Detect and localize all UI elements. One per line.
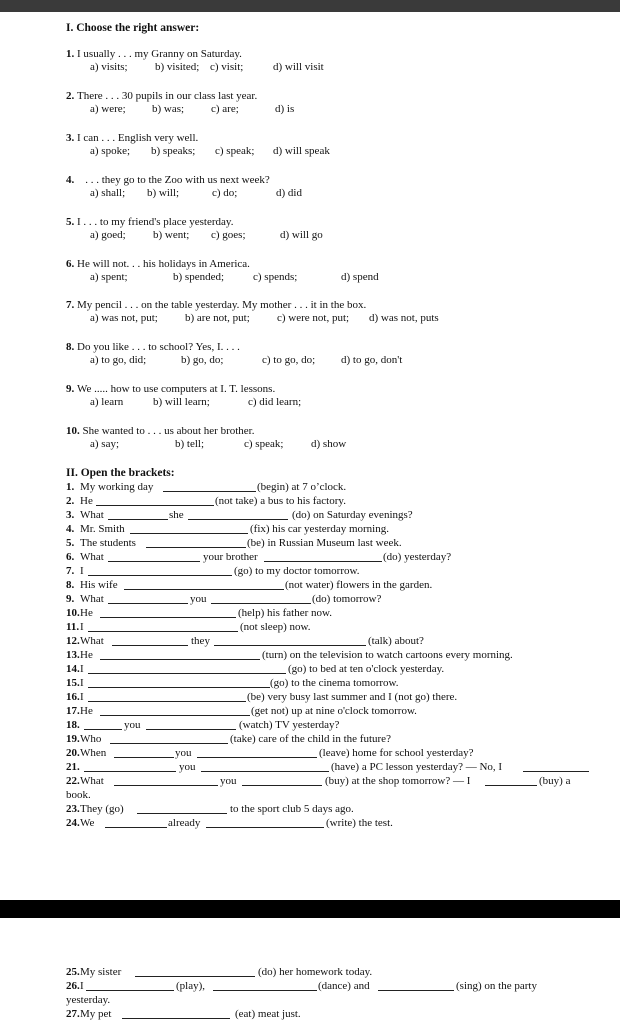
question-7 — [66, 299, 366, 312]
answer-blank[interactable] — [105, 827, 167, 828]
answer-option[interactable]: c) goes; — [211, 229, 246, 241]
answer-blank[interactable] — [108, 519, 168, 520]
question-text: I . . . to my friend's place yesterday. — [77, 216, 234, 228]
answer-option[interactable]: a) was not, put; — [90, 312, 158, 324]
question-number: 7. — [66, 299, 75, 311]
exercise-number: 20. — [66, 747, 80, 759]
question-1 — [66, 48, 242, 61]
exercise-text: (get not) up at nine o'clock tomorrow. — [251, 705, 417, 717]
exercise-number: 27. — [66, 1008, 80, 1020]
exercise-number: 7. — [66, 565, 75, 577]
exercise-text: He — [80, 607, 93, 619]
answer-blank[interactable] — [88, 701, 246, 702]
exercise-number: 23. — [66, 803, 80, 815]
exercise-text: (talk) about? — [368, 635, 424, 647]
exercise-text: (buy) at the shop tomorrow? — I — [325, 775, 471, 787]
answer-blank[interactable] — [84, 729, 122, 730]
exercise-text: already — [168, 817, 201, 829]
exercise-text: (do) yesterday? — [383, 551, 452, 563]
question-number: 5. — [66, 216, 75, 228]
exercise-number: 19. — [66, 733, 80, 745]
answer-blank[interactable] — [112, 645, 188, 646]
answer-blank[interactable] — [163, 491, 256, 492]
exercise-number: 17. — [66, 705, 80, 717]
answer-blank[interactable] — [110, 743, 228, 744]
answer-option[interactable]: c) speak; — [244, 438, 284, 450]
answer-option[interactable]: d) was not, puts — [369, 312, 439, 324]
question-text: I can . . . English very well. — [77, 132, 199, 144]
answer-blank[interactable] — [108, 603, 188, 604]
question-text: He will not. . . his holidays in America. — [77, 258, 250, 270]
answer-blank[interactable] — [124, 589, 284, 590]
exercise-text: you — [220, 775, 237, 787]
answer-option[interactable]: a) goed; — [90, 229, 126, 241]
question-text: There . . . 30 pupils in our class last year. — [77, 90, 258, 102]
answer-option[interactable]: c) are; — [211, 103, 239, 115]
answer-blank[interactable] — [211, 603, 311, 604]
exercise-text: she — [169, 509, 184, 521]
exercise-text: you — [175, 747, 192, 759]
exercise-number: 13. — [66, 649, 80, 661]
answer-blank[interactable] — [100, 659, 260, 660]
question-number: 2. — [66, 90, 75, 102]
answer-blank[interactable] — [146, 547, 246, 548]
exercise-number: 25. — [66, 966, 80, 978]
answer-option[interactable]: b) went; — [153, 229, 190, 241]
exercise-text: His wife — [80, 579, 118, 591]
answer-option[interactable]: d) will speak — [273, 145, 330, 157]
exercise-text: I — [80, 691, 84, 703]
question-2 — [66, 90, 257, 103]
answer-option[interactable]: a) shall; — [90, 187, 126, 199]
exercise-number: 24. — [66, 817, 80, 829]
answer-option[interactable]: d) will go — [280, 229, 323, 241]
answer-blank[interactable] — [197, 757, 317, 758]
question-number: 1. — [66, 48, 75, 60]
exercise-text: My working day — [80, 481, 154, 493]
exercise-text: My sister — [80, 966, 122, 978]
answer-option[interactable]: a) spent; — [90, 271, 128, 283]
exercise-text: What — [80, 551, 104, 563]
exercise-number: 16. — [66, 691, 80, 703]
exercise-number: 9. — [66, 593, 75, 605]
answer-blank[interactable] — [86, 990, 174, 991]
question-text: My pencil . . . on the table yesterday. My mother . . . it in the box. — [77, 299, 367, 311]
question-10 — [66, 425, 255, 438]
exercise-text: (do) on Saturday evenings? — [292, 509, 413, 521]
answer-option[interactable]: a) say; — [90, 438, 120, 450]
exercise-text: I — [80, 980, 84, 992]
answer-option[interactable]: c) visit; — [210, 61, 244, 73]
answer-option[interactable]: d) is — [275, 103, 295, 115]
answer-blank[interactable] — [84, 771, 176, 772]
exercise-text: I — [80, 663, 84, 675]
answer-blank[interactable] — [201, 771, 329, 772]
question-text: I usually . . . my Granny on Saturday. — [77, 48, 242, 60]
question-5 — [66, 216, 233, 229]
exercise-text: (take) care of the child in the future? — [230, 733, 391, 745]
answer-blank[interactable] — [137, 813, 227, 814]
exercise-text: We — [80, 817, 95, 829]
question-8 — [66, 341, 240, 354]
exercise-number: 11. — [66, 621, 80, 633]
exercise-text: What — [80, 775, 104, 787]
exercise-text: (play), — [176, 980, 206, 992]
exercise-text: My pet — [80, 1008, 112, 1020]
exercise-number: 5. — [66, 537, 75, 549]
exercise-text: (not water) flowers in the garden. — [285, 579, 433, 591]
answer-option[interactable]: a) spoke; — [90, 145, 131, 157]
exercise-number: 26. — [66, 980, 80, 992]
exercise-text: (go) to the cinema tomorrow. — [270, 677, 399, 689]
answer-option[interactable]: d) will visit — [273, 61, 324, 73]
answer-blank[interactable] — [122, 1018, 230, 1019]
answer-blank[interactable] — [485, 785, 537, 786]
question-9 — [66, 383, 275, 396]
exercise-number: 22. — [66, 775, 80, 787]
exercise-text: (eat) meat just. — [235, 1008, 301, 1020]
exercise-number: 21. — [66, 761, 80, 773]
exercise-number: 3. — [66, 509, 75, 521]
section-2-title: II. Open the brackets: — [66, 467, 175, 479]
answer-option[interactable]: a) learn — [90, 396, 124, 408]
exercise-text: He — [80, 495, 93, 507]
exercise-text: They (go) — [80, 803, 124, 815]
answer-option[interactable]: c) speak; — [215, 145, 255, 157]
answer-option[interactable]: d) did — [276, 187, 302, 199]
answer-blank[interactable] — [213, 990, 317, 991]
question-4 — [66, 174, 270, 187]
answer-blank[interactable] — [130, 533, 248, 534]
exercise-text: (go) to my doctor tomorrow. — [234, 565, 360, 577]
exercise-text: (dance) and — [318, 980, 370, 992]
answer-option[interactable]: b) visited; — [155, 61, 200, 73]
answer-blank[interactable] — [88, 631, 238, 632]
answer-blank[interactable] — [88, 575, 232, 576]
exercise-text-wrap: book. — [66, 789, 91, 801]
answer-blank[interactable] — [378, 990, 454, 991]
exercise-number: 2. — [66, 495, 75, 507]
exercise-text: you — [124, 719, 141, 731]
question-number: 4. — [66, 174, 75, 186]
exercise-text: Mr. Smith — [80, 523, 125, 535]
answer-blank[interactable] — [114, 785, 218, 786]
question-number: 8. — [66, 341, 75, 353]
exercise-text: (begin) at 7 o’clock. — [257, 481, 347, 493]
exercise-text: He — [80, 649, 93, 661]
answer-option[interactable]: b) go, do; — [181, 354, 224, 366]
exercise-text: The students — [80, 537, 136, 549]
exercise-text: (watch) TV yesterday? — [239, 719, 340, 731]
exercise-text: (help) his father now. — [238, 607, 332, 619]
question-3 — [66, 132, 198, 145]
answer-blank[interactable] — [146, 729, 236, 730]
answer-option[interactable]: d) spend — [341, 271, 379, 283]
exercise-text: I — [80, 677, 84, 689]
exercise-number: 14. — [66, 663, 80, 675]
answer-blank[interactable] — [188, 519, 288, 520]
exercise-number: 1. — [66, 481, 75, 493]
answer-blank[interactable] — [88, 673, 286, 674]
answer-option[interactable]: b) are not, put; — [185, 312, 250, 324]
exercise-text: (write) the test. — [326, 817, 393, 829]
exercise-text: (be) very busy last summer and I (not go) there. — [247, 691, 458, 703]
answer-option[interactable]: c) do; — [212, 187, 238, 199]
answer-option[interactable]: c) to go, do; — [262, 354, 316, 366]
answer-blank[interactable] — [214, 645, 366, 646]
exercise-text: to the sport club 5 days ago. — [230, 803, 354, 815]
exercise-text: I — [80, 621, 84, 633]
exercise-text: I — [80, 565, 84, 577]
answer-blank[interactable] — [242, 785, 322, 786]
question-6 — [66, 258, 250, 271]
question-text: She wanted to . . . us about her brother. — [82, 425, 255, 437]
exercise-text: He — [80, 705, 93, 717]
question-number: 9. — [66, 383, 75, 395]
exercise-text: When — [80, 747, 107, 759]
answer-blank[interactable] — [108, 561, 200, 562]
answer-option[interactable]: b) will learn; — [153, 396, 210, 408]
exercise-number: 18. — [66, 719, 80, 731]
answer-option[interactable]: b) spended; — [173, 271, 225, 283]
answer-blank[interactable] — [114, 757, 174, 758]
section-1-title: I. Choose the right answer: — [66, 22, 200, 34]
answer-option[interactable]: c) spends; — [253, 271, 298, 283]
exercise-text: (not sleep) now. — [240, 621, 311, 633]
exercise-text: What — [80, 635, 104, 647]
exercise-text: Who — [80, 733, 102, 745]
answer-option[interactable]: b) speaks; — [151, 145, 196, 157]
exercise-text: (buy) a — [539, 775, 571, 787]
top-bar — [0, 0, 620, 12]
exercise-text: they — [191, 635, 210, 647]
answer-option[interactable]: c) were not, put; — [277, 312, 350, 324]
exercise-number: 4. — [66, 523, 75, 535]
exercise-text: (turn) on the television to watch cartoons every morning. — [262, 649, 513, 661]
answer-option[interactable]: b) tell; — [175, 438, 205, 450]
exercise-number: 6. — [66, 551, 75, 563]
answer-option[interactable]: c) did learn; — [248, 396, 302, 408]
page-divider-bar — [0, 900, 620, 918]
question-number: 10. — [66, 425, 80, 437]
answer-blank[interactable] — [100, 617, 236, 618]
exercise-number: 8. — [66, 579, 75, 591]
answer-option[interactable]: a) visits; — [90, 61, 128, 73]
exercise-text: (fix) his car yesterday morning. — [250, 523, 389, 535]
exercise-text: (not take) a bus to his factory. — [215, 495, 346, 507]
exercise-text: (do) her homework today. — [258, 966, 373, 978]
exercise-text: you — [190, 593, 207, 605]
exercise-number: 10. — [66, 607, 80, 619]
question-text: Do you like . . . to school? Yes, I. . . . — [77, 341, 240, 353]
answer-blank[interactable] — [523, 771, 589, 772]
question-text: . . . they go to the Zoo with us next week? — [85, 174, 270, 186]
answer-option[interactable]: d) to go, don't — [341, 354, 403, 366]
answer-blank[interactable] — [88, 687, 270, 688]
exercise-text: (have) a PC lesson yesterday? — No, I — [331, 761, 503, 773]
answer-blank[interactable] — [100, 715, 250, 716]
exercise-text: (be) in Russian Museum last week. — [247, 537, 402, 549]
question-number: 3. — [66, 132, 75, 144]
exercise-text: (go) to bed at ten o'clock yesterday. — [288, 663, 445, 675]
answer-option[interactable]: d) show — [311, 438, 347, 450]
question-number: 6. — [66, 258, 75, 270]
exercise-text: What — [80, 593, 104, 605]
answer-blank[interactable] — [264, 561, 382, 562]
exercise-text: (do) tomorrow? — [312, 593, 382, 605]
answer-option[interactable]: a) were; — [90, 103, 126, 115]
answer-option[interactable]: a) to go, did; — [90, 354, 147, 366]
exercise-text: What — [80, 509, 104, 521]
exercise-text: (leave) home for school yesterday? — [319, 747, 474, 759]
answer-blank[interactable] — [206, 827, 324, 828]
exercise-text: you — [179, 761, 196, 773]
exercise-text-wrap: yesterday. — [66, 994, 111, 1006]
answer-option[interactable]: b) will; — [147, 187, 180, 199]
exercise-text: (sing) on the party — [456, 980, 537, 992]
answer-option[interactable]: b) was; — [152, 103, 185, 115]
question-text: We ..... how to use computers at I. T. lessons. — [77, 383, 276, 395]
exercise-number: 15. — [66, 677, 80, 689]
answer-blank[interactable] — [135, 976, 255, 977]
exercise-text: your brother — [203, 551, 258, 563]
answer-blank[interactable] — [96, 505, 214, 506]
exercise-number: 12. — [66, 635, 80, 647]
